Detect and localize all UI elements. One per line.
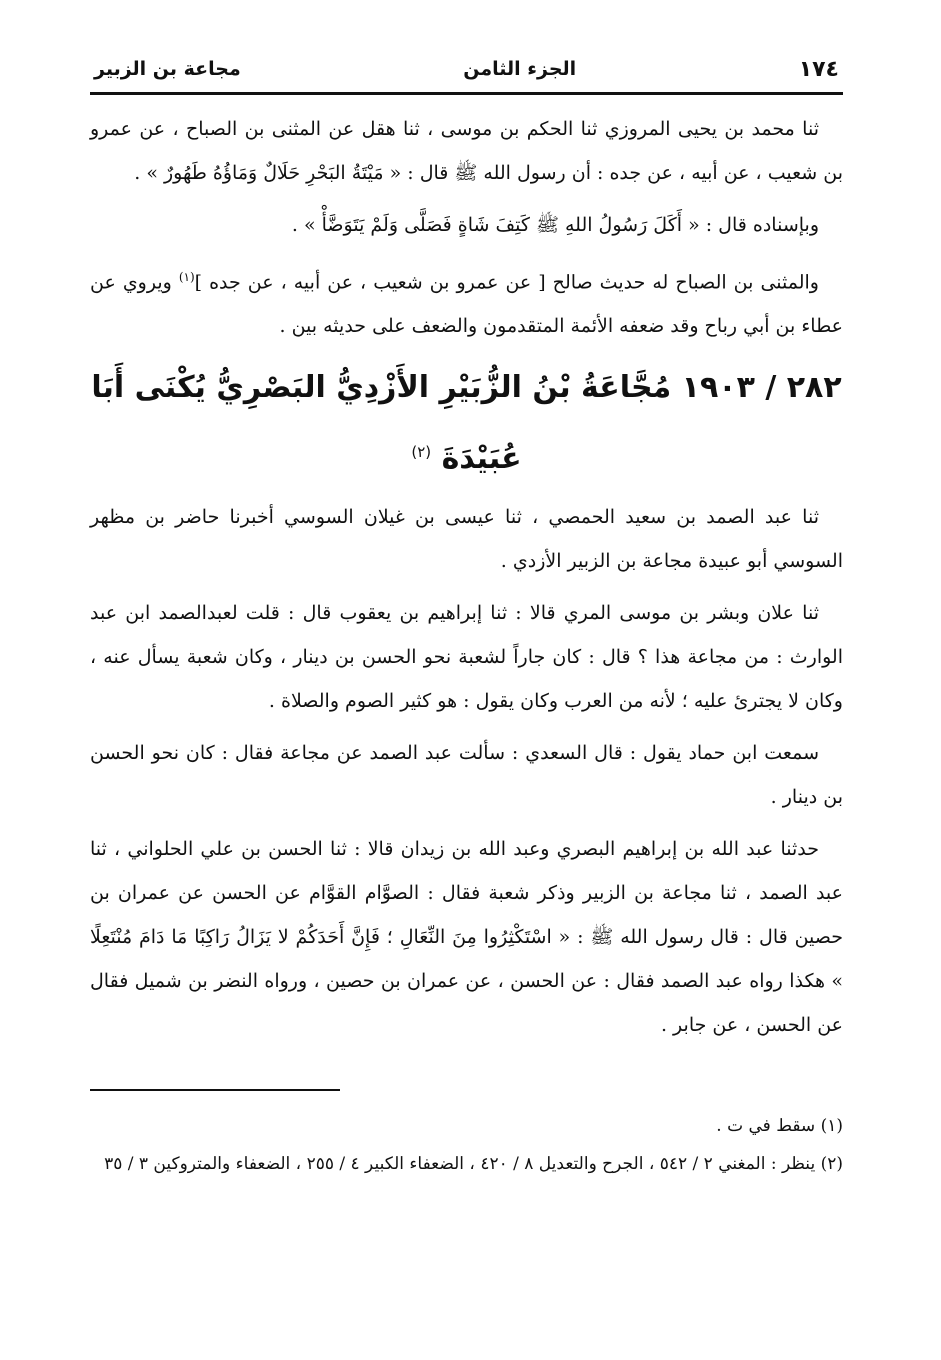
paragraph: والمثنى بن الصباح له حديث صالح [ عن عمرو بن شعيب ، عن أبيه ، عن جده ]$^{(١)}$ ويروي عن عطاء بن أبي رباح وقد ضعفه الأئمة المتقدمون والضعف على حديثه بين . xyxy=(90,270,843,338)
footnote-marker: (١) xyxy=(178,270,195,284)
footnotes xyxy=(90,1107,843,1183)
footnote-marker: (٢) xyxy=(411,443,432,462)
volume-label: الجزء الثامن xyxy=(463,58,577,80)
paragraph: ثنا عبد الصمد بن سعيد الحمصي ، ثنا عيسى بن غيلان السوسي أخبرنا حاضر بن مظهر السوسي أبو عبيدة مجاعة بن الزبير الأزدي . xyxy=(90,506,843,573)
paragraph: وبإسناده قال : « أَكَلَ رَسُولُ اللهِ ﷺ كَتِفَ شَاةٍ فَصَلَّى وَلَمْ يَتَوَضَّأْ » . xyxy=(291,214,819,236)
paragraph: سمعت ابن حماد يقول : قال السعدي : سألت عبد الصمد عن مجاعة فقال : كان نحو الحسن بن دينار . xyxy=(90,742,843,809)
paragraph: حدثنا عبد الله بن إبراهيم البصري وعبد الله بن زيدان قالا : ثنا الحسن بن علي الحلواني ، ثنا عبد الصمد ، ثنا مجاعة بن الزبير وذكر شعبة فقال : الصوَّام القوَّام عن الحسن عن عمران بن حصين قال : قال رسول الله ﷺ : « اسْتَكْثِرُوا مِنَ النِّعَالِ ؛ فَإِنَّ أَحَدَكُمْ لا يَزَالُ رَاكِبًا مَا دَامَ مُنْتَعِلًا » هكذا رواه عبد الصمد فقال : عن الحسن ، عن عمران بن حصين ، ورواه النضر بن شميل فقال عن الحسن ، عن جابر . xyxy=(90,838,844,1037)
footnote: (٢) ينظر : المغني ٢ / ٥٤٢ ، الجرح والتعديل ٨ / ٤٢٠ ، الضعفاء الكبير ٤ / ٢٥٥ ، الضعفاء والمتروكين ٣ / ٣٥ xyxy=(104,1154,843,1175)
paragraph: ثنا محمد بن يحيى المروزي ثنا الحكم بن موسى ، ثنا هقل عن المثنى بن الصباح ، عن عمرو بن شعيب ، عن أبيه ، عن جده : أن رسول الله ﷺ قال : « مَيْتَةُ البَحْرِ حَلَالٌ وَمَاؤُهُ طَهُورٌ » . xyxy=(90,118,843,184)
entry-title: ٢٨٢ / ١٩٠٣ مُجَّاعَةُ بْنُ الزُّبَيْرِ الأَزْدِيُّ البَصْرِيُّ يُكْنَى أَبَا عُبَيْدَةَ xyxy=(91,370,842,477)
main-text xyxy=(90,107,843,1047)
footnote-divider xyxy=(90,1089,340,1091)
entry-heading xyxy=(90,356,843,491)
paragraph: ثنا علان وبشر بن موسى المري قالا : ثنا إبراهيم بن يعقوب قال : قلت لعبدالصمد ابن عبد الوارث : من مجاعة هذا ؟ قال : كان جاراً لشعبة نحو الحسن بن دينار ، وكان شعبة يسأل عنه ، وكان لا يجترئ عليه ؛ لأنه من العرب وكان يقول : هو كثير الصوم والصلاة . xyxy=(90,602,843,713)
page-header xyxy=(90,52,843,95)
running-title: مجاعة بن الزبير xyxy=(94,58,241,80)
footnote: (١) سقط في ت . xyxy=(716,1116,843,1137)
page-number: ١٧٤ xyxy=(798,56,839,82)
